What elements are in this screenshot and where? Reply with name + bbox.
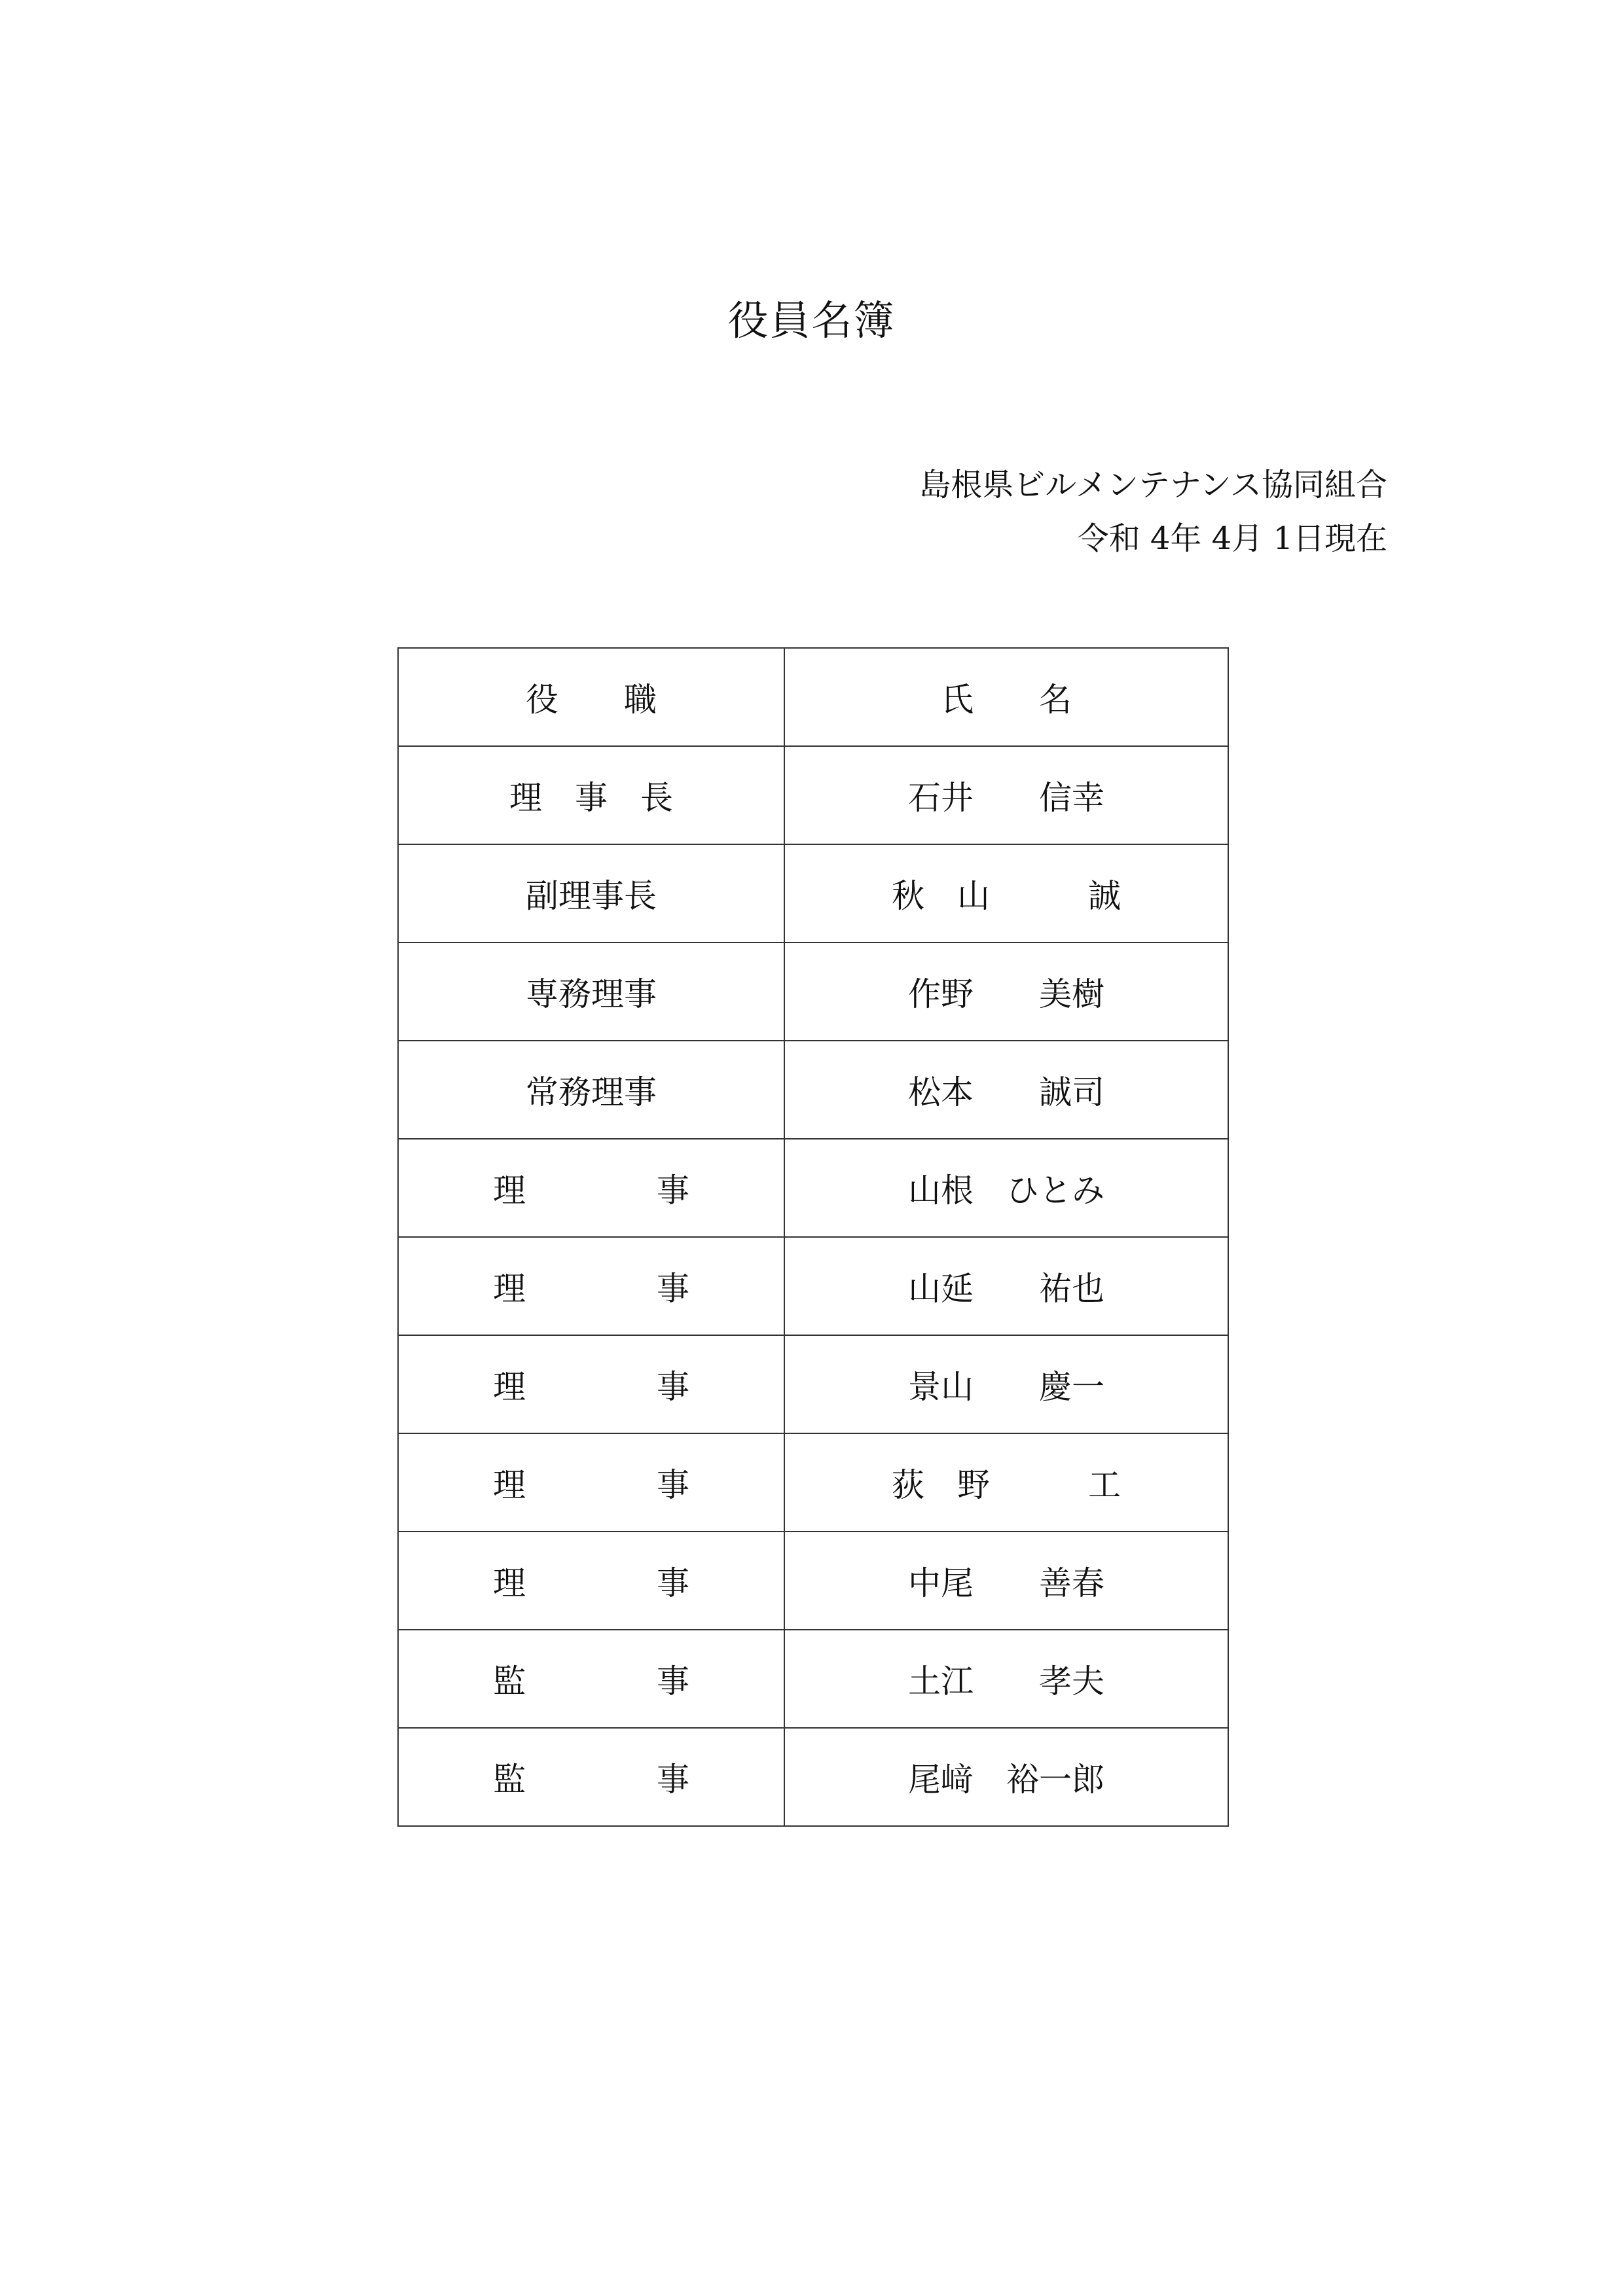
table-row — [398, 1630, 1228, 1728]
position-cell: 理 事 — [398, 1237, 784, 1335]
position-cell: 理 事 — [398, 1433, 784, 1532]
table-header-row — [398, 648, 1228, 746]
table-row — [398, 1433, 1228, 1532]
table-row — [398, 1237, 1228, 1335]
table-row — [398, 1335, 1228, 1433]
table-row — [398, 844, 1228, 942]
position-cell: 理 事 長 — [398, 746, 784, 844]
name-cell: 松本 誠司 — [784, 1041, 1228, 1139]
table-row — [398, 1041, 1228, 1139]
name-cell: 中尾 善春 — [784, 1532, 1228, 1630]
organization-block — [919, 458, 1387, 565]
organization-name: 島根県ビルメンテナンス協同組合 — [919, 467, 1387, 503]
name-cell: 作野 美樹 — [784, 942, 1228, 1041]
name-cell: 山根 ひとみ — [784, 1139, 1228, 1237]
name-cell: 景山 慶一 — [784, 1335, 1228, 1433]
position-cell: 専務理事 — [398, 942, 784, 1041]
name-cell: 山延 祐也 — [784, 1237, 1228, 1335]
position-cell: 監 事 — [398, 1630, 784, 1728]
table-row — [398, 1139, 1228, 1237]
table-row — [398, 1532, 1228, 1630]
name-cell: 石井 信幸 — [784, 746, 1228, 844]
position-cell: 常務理事 — [398, 1041, 784, 1139]
officer-roster-table — [397, 647, 1229, 1827]
position-cell: 理 事 — [398, 1139, 784, 1237]
name-cell: 荻 野 工 — [784, 1433, 1228, 1532]
position-cell: 副理事長 — [398, 844, 784, 942]
table-row — [398, 942, 1228, 1041]
header-name: 氏 名 — [784, 648, 1228, 746]
name-cell: 尾﨑 裕一郎 — [784, 1728, 1228, 1826]
name-cell: 秋 山 誠 — [784, 844, 1228, 942]
as-of-date: 令和 4年 4月 1日現在 — [1077, 520, 1387, 557]
table-row — [398, 746, 1228, 844]
header-position: 役 職 — [398, 648, 784, 746]
position-cell: 理 事 — [398, 1532, 784, 1630]
position-cell: 監 事 — [398, 1728, 784, 1826]
name-cell: 土江 孝夫 — [784, 1630, 1228, 1728]
position-cell: 理 事 — [398, 1335, 784, 1433]
page-title: 役員名簿 — [727, 296, 896, 344]
table-row — [398, 1728, 1228, 1826]
